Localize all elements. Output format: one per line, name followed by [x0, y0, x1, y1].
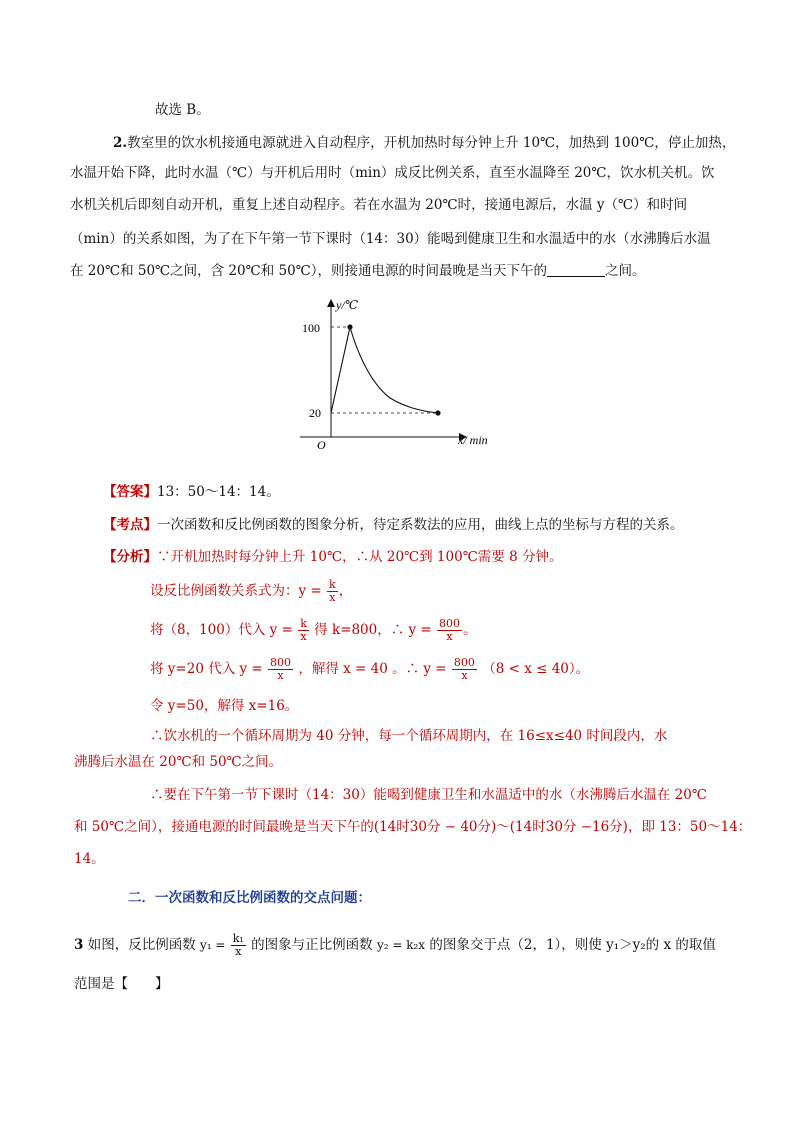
fraction-k-over-x [298, 618, 309, 643]
answer-text: 13：50～14：14。 [157, 484, 280, 500]
fraction-800-over-x [437, 618, 462, 643]
answer-label: 【答案】 [103, 484, 157, 500]
q2-line-4: （min）的关系如图，为了在下午第一节下课时（14：30）能喝到健康卫生和水温适中的水（水沸腾后水温 [70, 231, 711, 247]
frac-den: x [300, 630, 307, 643]
q2-number: 2. [113, 135, 128, 151]
fraction-k-over-x [327, 579, 338, 604]
q2-line-2: 水温开始下降，此时水温（℃）与开机后用时（min）成反比例关系，直至水温降至 20℃，饮水机关机。饮 [70, 165, 715, 181]
a4-mid: ，解得 x = 40 。∴ y = [298, 661, 447, 677]
cooling-curve [350, 327, 438, 413]
answer-line [103, 482, 280, 502]
frac-num: 800 [439, 617, 461, 630]
tick-100: 100 [302, 321, 320, 335]
heating-line [331, 327, 350, 413]
q2-line-1 [113, 133, 735, 153]
a2-pre: 设反比例函数关系式为：y = [150, 583, 322, 599]
tick-20: 20 [309, 406, 321, 420]
q3-f2: y₂ = k₂x [376, 938, 426, 952]
frac-den: x [277, 669, 284, 682]
origin-label: O [317, 438, 326, 452]
analysis-line-3 [150, 617, 477, 643]
analysis-line-10: 14。 [74, 851, 105, 867]
q3-line-1 [74, 928, 716, 962]
q2-text-1: 教室里的饮水机接通电源就进入自动程序，开机加热时每分钟上升 10℃，加热到 100℃，停止加热， [127, 135, 736, 151]
a3-post: 。 [463, 622, 477, 638]
q3-mid: 的图象与正比例函数 [251, 937, 373, 953]
frac-den: x [329, 591, 336, 604]
peak-point [347, 324, 352, 329]
a3-pre: 将（8，100）代入 y = [150, 622, 293, 638]
x-unit-label: x/ min [458, 433, 488, 447]
end-point [435, 410, 440, 415]
y-unit-label: y/℃ [336, 298, 359, 312]
q2-line-5 [70, 261, 646, 281]
frac-num: k [329, 578, 336, 591]
analysis-line-8: ∴要在下午第一节下课时（14：30）能喝到健康卫生和水温适中的水（水沸腾后水温在 20℃ [150, 787, 707, 803]
kaodian-label: 【考点】 [103, 517, 157, 533]
intro-line: 故选 B。 [155, 102, 210, 118]
frac-num: 800 [453, 656, 475, 669]
kaodian-text: 一次函数和反比例函数的图象分析，待定系数法的应用，曲线上点的坐标与方程的关系。 [157, 517, 684, 533]
q2-text-5b: 之间。 [605, 263, 646, 279]
fraction-800-over-x [452, 657, 477, 682]
temperature-time-graph [290, 292, 510, 457]
frac-num: 800 [270, 656, 292, 669]
q2-line-3: 水机关机后即刻自动开机，重复上述自动程序。若在水温为 20℃时，接通电源后，水温 y（℃）和时间 [70, 197, 688, 213]
q3-post: 的图象交于点（2，1），则使 y₁＞y₂的 x 的取值 [429, 937, 716, 953]
analysis-line-5: 令 y=50，解得 x=16。 [150, 698, 299, 714]
analysis-label: 【分析】 [103, 549, 157, 565]
frac-den: x [235, 945, 242, 958]
q3-f1-lhs: y₁ = [200, 938, 226, 952]
a4-post: （8 < x ≤ 40）。 [482, 661, 590, 677]
fraction-k1-over-x [231, 933, 246, 958]
a2-post: ， [338, 583, 353, 599]
analysis-line-6: ∴饮水机的一个循环周期为 40 分钟，每一个循环周期内，在 16≤x≤40 时间段内，水 [150, 728, 668, 744]
frac-num: k₁ [232, 932, 244, 945]
q3-pre: 如图，反比例函数 [87, 937, 196, 953]
kaodian-line [103, 515, 684, 535]
a4-pre: 将 y=20 代入 y = [150, 661, 263, 677]
analysis-line-1 [103, 547, 562, 567]
analysis-line-2 [150, 578, 352, 604]
frac-den: x [446, 630, 453, 643]
section-title: 二．一次函数和反比例函数的交点问题： [128, 890, 371, 906]
analysis-line-4 [150, 656, 589, 682]
analysis-line-9: 和 50℃之间），接通电源的时间最晚是当天下午的(14时30分 − 40分)～(14时30分 −16分)，即 13：50～14： [74, 819, 752, 835]
frac-den: x [461, 669, 468, 682]
answer-blank [547, 262, 605, 277]
q3-line-2: 范围是【 】 [74, 976, 169, 992]
fraction-800-over-x [268, 657, 293, 682]
q2-text-5: 在 20℃和 50℃之间，含 20℃和 50℃），则接通电源的时间最晚是当天下午的 [70, 263, 548, 279]
analysis-text-1: ∵开机加热时每分钟上升 10℃，∴从 20℃到 100℃需要 8 分钟。 [157, 549, 563, 565]
q3-number: 3 [74, 937, 84, 953]
analysis-line-7: 沸腾后水温在 20℃和 50℃之间。 [74, 754, 283, 770]
frac-num: k [300, 617, 307, 630]
a3-mid: 得 k=800，∴ y = [314, 622, 432, 638]
